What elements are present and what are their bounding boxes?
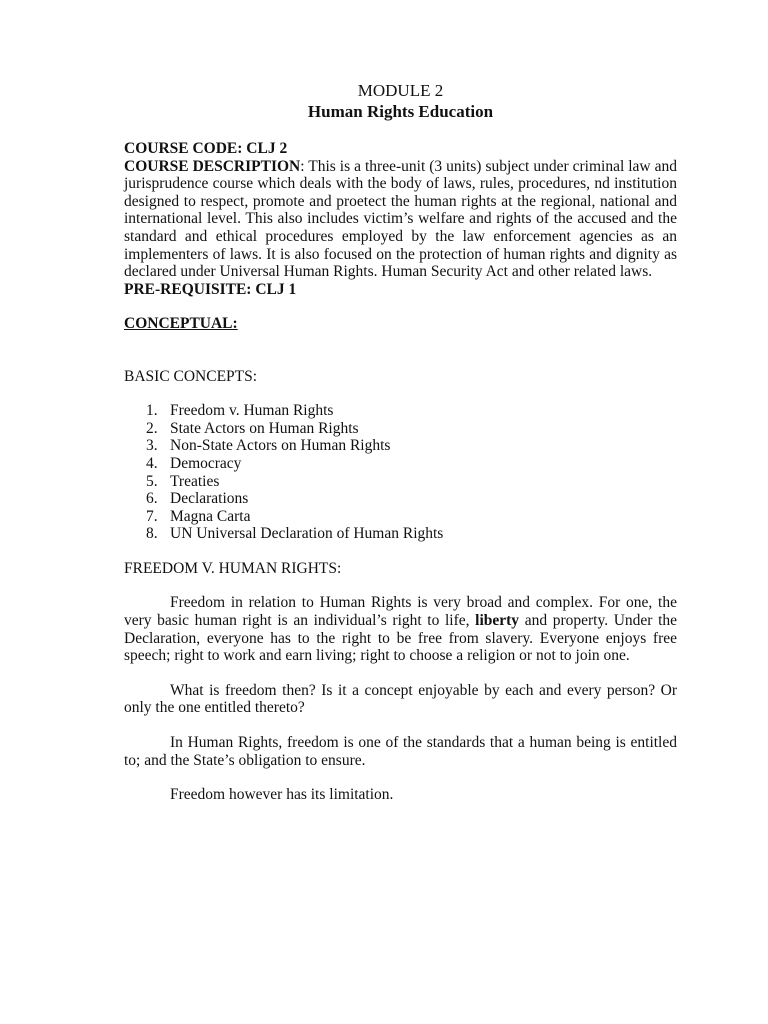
document-body [124, 80, 677, 804]
list-item: 2. State Actors on Human Rights [146, 419, 359, 437]
liberty-emphasis: liberty [475, 612, 520, 630]
freedom-paragraph-2: What is freedom then? Is it a concept enjoyable by each and every person? Or only the one entitled thereto? [124, 681, 677, 717]
freedom-paragraph-4: Freedom however has its limitation. [170, 786, 394, 804]
course-description [124, 158, 677, 281]
list-item: 8. UN Universal Declaration of Human Rights [146, 525, 444, 543]
module-subtitle: Human Rights Education [307, 102, 494, 121]
list-item: 4. Democracy [146, 454, 242, 472]
module-title: MODULE 2 [357, 81, 444, 100]
course-description-text: : This is a three-unit (3 units) subject under criminal law and jurisprudence course which deals with the body of laws, rules, procedures, nd institution designed to respect, promote and proetect the human rights at the regional, national and international level. This also includes victim’s welfare and rights of the accused and the standard and ethical procedures employed by the law enforcement agencies as an implementers of laws. It is also focused on the protection of human rights and dignity as declared under Universal Human Rights. Human Security Act and other related laws. [124, 157, 677, 281]
list-item: 7. Magna Carta [146, 507, 251, 525]
list-item: 1. Freedom v. Human Rights [146, 402, 334, 420]
prerequisite: PRE-REQUISITE: CLJ 1 [124, 280, 297, 298]
conceptual-heading: CONCEPTUAL: [124, 315, 238, 333]
basic-concepts-heading: BASIC CONCEPTS: [124, 367, 258, 385]
list-item: 3. Non-State Actors on Human Rights [146, 437, 391, 455]
freedom-paragraph-1: Freedom in relation to Human Rights is very broad and complex. For one, the very basic human right is an individual’s right to life, liberty and property. Under the Declaration, everyone has to the right to be free from slavery. Everyone enjoys free speech; right to work and earn living; right to choose a religion or not to join one. [124, 594, 677, 665]
list-item: 6. Declarations [146, 490, 249, 508]
freedom-paragraph-3: In Human Rights, freedom is one of the standards that a human being is entitled to; and the State’s obligation to ensure. [124, 734, 677, 769]
freedom-heading: FREEDOM V. HUMAN RIGHTS: [124, 559, 342, 577]
list-item: 5. Treaties [146, 472, 220, 490]
course-description-label: COURSE DESCRIPTION [124, 157, 301, 175]
basic-concepts-list [124, 402, 677, 543]
course-code: COURSE CODE: CLJ 2 [124, 140, 288, 157]
